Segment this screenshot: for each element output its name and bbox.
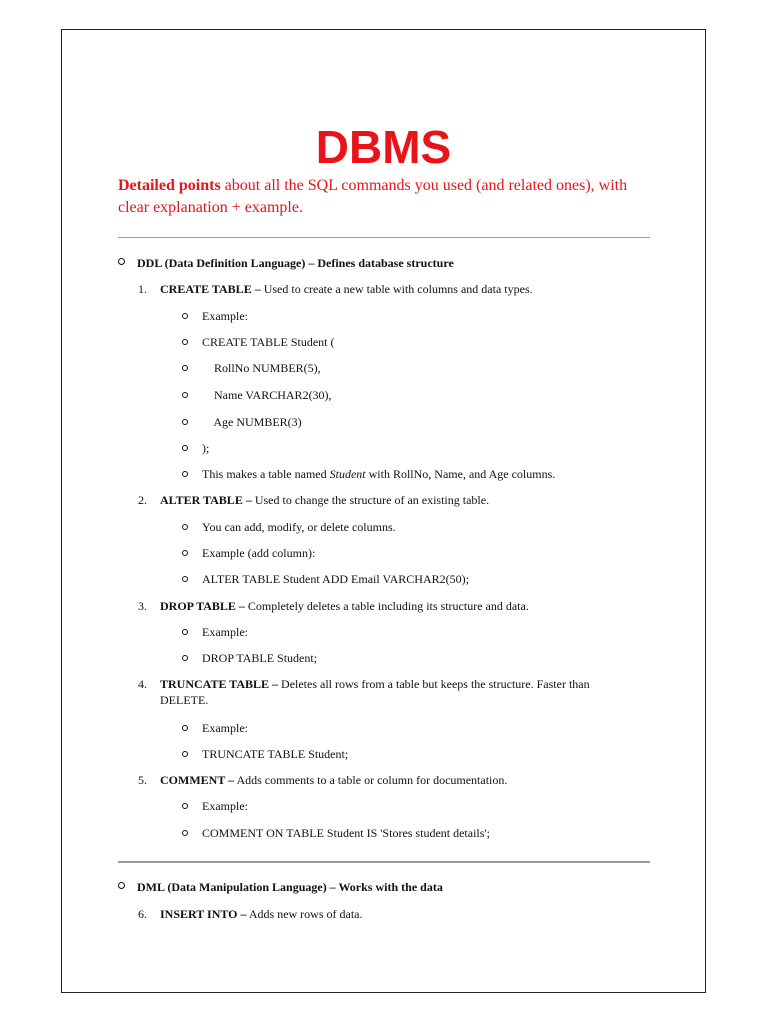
intro-text: about all the SQL commands you used (and related ones), with clear explanation + example. (118, 177, 628, 216)
bullet-icon (118, 258, 125, 265)
sub-item: This makes a table named Student with RollNo, Name, and Age columns. (184, 466, 555, 482)
section-heading-ddl: DDL (Data Definition Language) – Defines database structure (118, 255, 454, 271)
list-item-create-table: 1. CREATE TABLE – Used to create a new table with columns and data types. (138, 282, 533, 296)
bullet-icon (182, 725, 188, 731)
bullet-icon (182, 830, 188, 836)
section-heading-dml: DML (Data Manipulation Language) – Works with the data (118, 879, 443, 895)
bullet-icon (182, 751, 188, 757)
bullet-icon (182, 339, 188, 345)
bullet-icon (182, 365, 188, 371)
divider (118, 237, 650, 238)
intro-paragraph (118, 175, 658, 219)
list-item-alter-table: 2. ALTER TABLE – Used to change the structure of an existing table. (138, 493, 490, 507)
sub-item: COMMENT ON TABLE Student IS 'Stores student details'; (184, 825, 490, 841)
sub-item: Example (add column): (184, 545, 315, 561)
bullet-icon (182, 445, 188, 451)
sub-item: TRUNCATE TABLE Student; (184, 746, 348, 762)
bullet-icon (182, 392, 188, 398)
sub-item: ALTER TABLE Student ADD Email VARCHAR2(50); (184, 571, 469, 587)
document-page (61, 29, 706, 993)
sub-item: Example: (184, 720, 248, 736)
sub-item: Example: (184, 798, 248, 814)
page-title: DBMS (315, 121, 452, 173)
bullet-icon (182, 550, 188, 556)
sub-item: You can add, modify, or delete columns. (184, 519, 396, 535)
bullet-icon (182, 576, 188, 582)
bullet-icon (118, 882, 125, 889)
bullet-icon (182, 655, 188, 661)
list-item-comment: 5. COMMENT – Adds comments to a table or column for documentation. (138, 773, 508, 787)
bullet-icon (182, 419, 188, 425)
divider (118, 861, 650, 863)
bullet-icon (182, 524, 188, 530)
list-item-drop-table: 3. DROP TABLE – Completely deletes a table including its structure and data. (138, 599, 529, 613)
sub-item: Example: (184, 624, 248, 640)
sub-item: DROP TABLE Student; (184, 650, 317, 666)
list-item-truncate-table: 4. TRUNCATE TABLE – Deletes all rows from a table but keeps the structure. Faster than DELETE. (138, 677, 590, 707)
intro-bold: Detailed points (118, 177, 221, 194)
sub-item: RollNo NUMBER(5), (184, 360, 321, 376)
bullet-icon (182, 471, 188, 477)
bullet-icon (182, 629, 188, 635)
sub-item: ); (184, 440, 209, 456)
sub-item: Age NUMBER(3) (184, 414, 302, 430)
bullet-icon (182, 313, 188, 319)
sub-item: Example: (184, 308, 248, 324)
bullet-icon (182, 803, 188, 809)
sub-item: Name VARCHAR2(30), (184, 387, 332, 403)
sub-item: CREATE TABLE Student ( (184, 334, 334, 350)
list-item-insert-into: 6. INSERT INTO – Adds new rows of data. (138, 907, 363, 921)
